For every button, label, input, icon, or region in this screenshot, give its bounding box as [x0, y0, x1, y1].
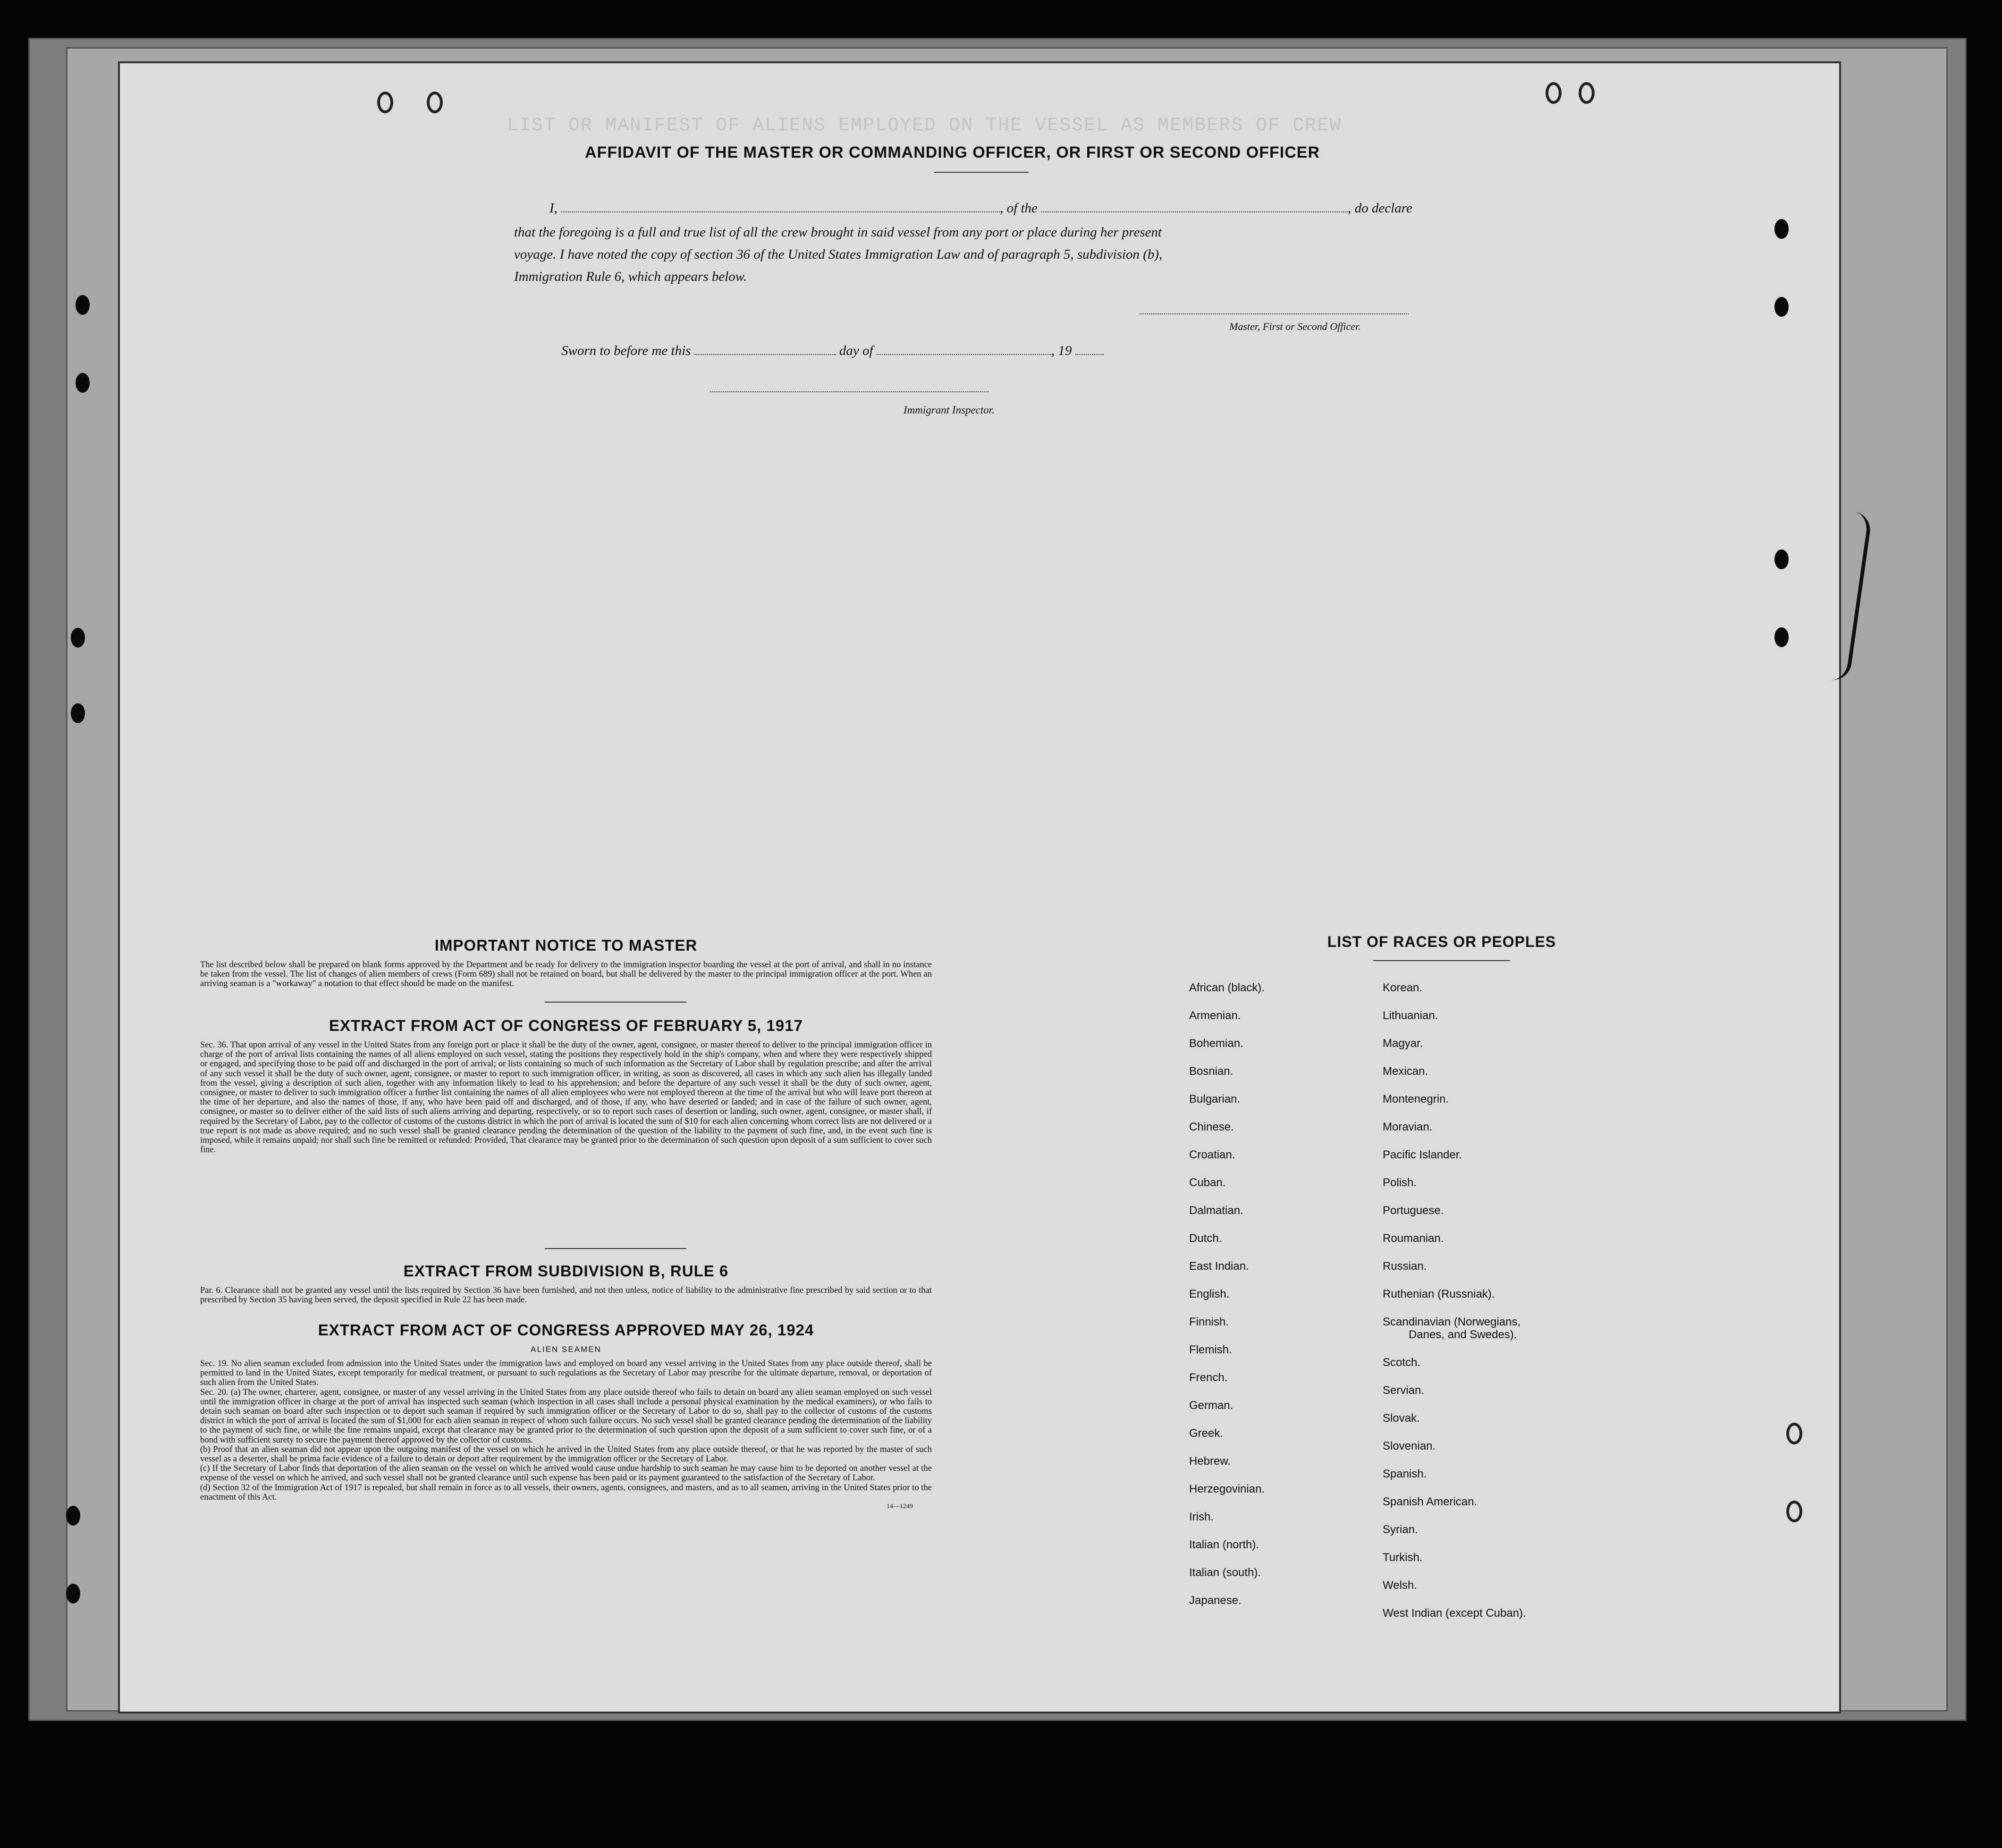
- sec20c-text: (c) If the Secretary of Labor finds that deportation of the alien seaman on the vessel on which he arrived would cause undue hardship to such seaman he may cause him to be deported on another vessel at the expense of the vessel on which he arrived, and such vessel shall not be granted clearance until such expense has been paid or its payment guaranteed to the satisfaction of the Secretary of Labor.: [200, 1464, 932, 1483]
- sworn-line: [561, 343, 1104, 359]
- binder-hole: [1774, 297, 1789, 317]
- binder-hole: [1546, 82, 1562, 104]
- race-item: Pacific Islander.: [1383, 1148, 1462, 1161]
- form-number: 14—1249: [887, 1503, 913, 1510]
- binder-hole: [1774, 549, 1789, 569]
- race-item: Greek.: [1189, 1427, 1224, 1440]
- sec19-text: Sec. 19. No alien seaman excluded from admission into the United States under the immigration laws and employed on board any vessel arriving in the United States from any place outside thereof, shall be permitted to land in the United States, except temporarily for medical treatment, or pursuant to such regulations as the Secretary of Labor may prescribe for the ultimate departure, removal, or deportation of such alien from the United States.: [200, 1359, 932, 1388]
- race-item: Irish.: [1189, 1510, 1214, 1523]
- binder-hole: [1579, 82, 1595, 104]
- sworn-month-field[interactable]: [877, 343, 1051, 355]
- race-item: Russian.: [1383, 1260, 1427, 1273]
- declaration-i: I,: [549, 201, 558, 216]
- race-item: Herzegovinian.: [1189, 1483, 1265, 1495]
- race-item: Bosnian.: [1189, 1065, 1233, 1078]
- races-title: LIST OF RACES OR PEOPLES: [1327, 933, 1556, 950]
- race-item: Scotch.: [1383, 1356, 1421, 1369]
- race-item: Dalmatian.: [1189, 1204, 1243, 1217]
- inspector-signature-line[interactable]: [710, 391, 988, 392]
- binder-hole: [1786, 1501, 1802, 1522]
- race-item: German.: [1189, 1399, 1233, 1412]
- declaration-declare: , do declare: [1348, 201, 1412, 216]
- binder-hole: [76, 373, 90, 393]
- sworn-year-prefix: , 19: [1051, 343, 1072, 358]
- race-item: Slovenian.: [1383, 1440, 1436, 1452]
- divider: [934, 172, 1029, 173]
- race-item: Moravian.: [1383, 1121, 1433, 1133]
- race-item: Welsh.: [1383, 1579, 1417, 1592]
- race-item: Mexican.: [1383, 1065, 1428, 1078]
- race-item: Spanish American.: [1383, 1495, 1478, 1508]
- sec20b-text: (b) Proof that an alien seaman did not appear upon the outgoing manifest of the vessel on which he arrived in the United States from any place outside thereof, or that he was reported by the master of such vessel as a deserter, shall be prima facie evidence of a failure to detain or deport after requirement by the immigration officer or the Secretary of Labor.: [200, 1444, 932, 1464]
- binder-hole: [71, 703, 85, 723]
- sworn-day-of: day of: [839, 343, 873, 358]
- race-item: Bohemian.: [1189, 1037, 1243, 1050]
- race-item: Italian (south).: [1189, 1566, 1261, 1579]
- binder-hole: [71, 628, 85, 648]
- race-item: Slovak.: [1383, 1412, 1420, 1425]
- race-item: Montenegrin.: [1383, 1093, 1449, 1105]
- divider: [545, 1248, 686, 1249]
- divider: [545, 1002, 686, 1003]
- race-item: Syrian.: [1383, 1523, 1418, 1536]
- race-item: Japanese.: [1189, 1594, 1242, 1607]
- show-through-text: LIST OR MANIFEST OF ALIENS EMPLOYED ON THE VESSEL AS MEMBERS OF CREW: [507, 115, 1342, 136]
- sworn-label: Sworn to before me this: [561, 343, 691, 358]
- declaration-line: [549, 200, 1412, 216]
- race-item: Dutch.: [1189, 1232, 1222, 1245]
- extract-1917-body: Sec. 36. That upon arrival of any vessel in the United States from any foreign port or place it shall be the duty of the owner, agent, consignee, or master thereof to deliver to the principal immigration officer in charge of the port of arrival lists containing the names of all aliens employed on such vessel, stating the positions they respectively hold in the ship's company, when and where they were respectively shipped or engaged, and specifying those to be paid off and discharged in the port of arrival; or lists containing so much of such information as the Secretary of Labor shall by regulation prescribe; and after the arrival of any such vessel it shall be the duty of such owner, agent, consignee, or master to report to such immigration officer, in writing, as soon as discovered, all cases in which any such alien has illegally landed from the vessel, giving a description of such alien, together with any information likely to lead to his apprehension; and before the departure of any such vessel it shall be the duty of such owner, agent, consignee, or master to deliver to such immigration officer a further list containing the names of all alien employees who were not employed thereon at the time of the arrival but who will leave port thereon at the time of her departure, and also the names of those, if any, who have been paid off and discharged, and of those, if any, who have deserted or landed; and in case of the failure of such owner, agent, consignee, or master so to deliver either of the said lists of such aliens arriving and departing, respectively, or so to report such cases of desertion or landing, such owner, agent, consignee, or master shall, if required by the Secretary of Labor, pay to the collector of customs of the customs district in which the port of arrival is located the sum of $10 for each alien concerning whom correct lists are not delivered or a true report is not made as above required; and no such vessel shall be granted clearance pending the determination of the question of the liability to the payment of such fine, and, in the event such fine is imposed, while it remains unpaid; nor shall such fine be remitted or refunded: Provided, That clearance may be granted prior to the determination of such question upon deposit of a sum sufficient to cover such fine.: [200, 1040, 932, 1155]
- race-item: Turkish.: [1383, 1551, 1423, 1564]
- race-item: Polish.: [1383, 1176, 1417, 1189]
- alien-seamen-subtitle: ALIEN SEAMEN: [531, 1345, 601, 1354]
- vessel-name-field[interactable]: [1041, 200, 1348, 212]
- race-item: Bulgarian.: [1189, 1093, 1241, 1105]
- race-item: Cuban.: [1189, 1176, 1226, 1189]
- binder-hole: [76, 295, 90, 315]
- binder-hole: [1774, 627, 1789, 647]
- race-item: Magyar.: [1383, 1037, 1423, 1050]
- binder-hole: [377, 92, 393, 113]
- extract-1924-body: [200, 1359, 932, 1511]
- race-item: Portuguese.: [1383, 1204, 1444, 1217]
- notice-body: The list described below shall be prepared on blank forms approved by the Department and be ready for delivery to the immigration inspector boarding the vessel at the port of arrival, and shall in no instance be taken from the vessel. The list of changes of alien members of crews (Form 689) shall not be retained on board, but shall be delivered by the master to the principal immigration officer at the port. When an arriving seaman is a "workaway" a notation to that effect should be made on the manifest.: [200, 960, 932, 989]
- race-item: Korean.: [1383, 981, 1423, 994]
- extract-1917-title: EXTRACT FROM ACT OF CONGRESS OF FEBRUARY 5, 1917: [329, 1017, 803, 1034]
- declaration-of: , of the: [1000, 201, 1038, 216]
- race-item: West Indian (except Cuban).: [1383, 1607, 1526, 1620]
- race-item: French.: [1189, 1371, 1228, 1384]
- race-item: Flemish.: [1189, 1343, 1232, 1356]
- extract-1924-title: EXTRACT FROM ACT OF CONGRESS APPROVED MAY 26, 1924: [318, 1321, 814, 1339]
- divider: [1373, 960, 1510, 961]
- sworn-day-field[interactable]: [694, 343, 836, 355]
- form-sheet: [118, 61, 1841, 1713]
- race-item: African (black).: [1189, 981, 1265, 994]
- affidavit-title: AFFIDAVIT OF THE MASTER OR COMMANDING OFFICER, OR FIRST OR SECOND OFFICER: [585, 143, 1320, 161]
- declaration-text: that the foregoing is a full and true list of all the crew brought in said vessel from any port or place during her present: [514, 225, 1162, 240]
- race-item: Armenian.: [1189, 1009, 1241, 1022]
- inspector-signature-label: Immigrant Inspector.: [904, 404, 995, 416]
- master-signature-label: Master, First or Second Officer.: [1229, 321, 1361, 332]
- declaration-text: voyage. I have noted the copy of section 36 of the United States Immigration Law and of paragraph 5, subdivision (b),: [514, 247, 1163, 262]
- race-item: Chinese.: [1189, 1121, 1234, 1133]
- race-item: Roumanian.: [1383, 1232, 1444, 1245]
- sec20a-text: Sec. 20. (a) The owner, charterer, agent, consignee, or master of any vessel arriving in the United States from any place outside thereof who fails to detain on board any alien seaman employed on such vessel until the immigration officer in charge at the port of arrival has inspected such seaman (which inspection in all cases shall include a personal physical examination by the medical examiners), or who fails to detain such seaman on board after such inspection or to deport such seaman if required by such immigration officer or the Secretary of Labor to do so, shall pay to the collector of customs of the customs district in which the port of arrival is located the sum of $1,000 for each alien seaman in respect of whom such failure occurs. No such vessel shall be granted clearance pending the determination of the liability to the payment of such fine, or while the fine remains unpaid, except that clearance may be granted prior to the determination of such question upon the deposit of a sum sufficient to cover such fine, or of a bond with sufficient surety to secure the payment thereof approved by the collector of customs.: [200, 1387, 932, 1445]
- race-item: Spanish.: [1383, 1468, 1427, 1480]
- race-item: English.: [1189, 1288, 1230, 1300]
- race-item: Servian.: [1383, 1384, 1425, 1397]
- declarant-name-field[interactable]: [561, 200, 1000, 212]
- binder-hole: [66, 1506, 80, 1526]
- binder-hole: [427, 92, 443, 113]
- extract-rule6-title: EXTRACT FROM SUBDIVISION B, RULE 6: [403, 1262, 729, 1280]
- race-item: Finnish.: [1189, 1316, 1229, 1328]
- declaration-text: Immigration Rule 6, which appears below.: [514, 269, 747, 284]
- sec20d-text: (d) Section 32 of the Immigration Act of 1917 is repealed, but shall remain in force as to all vessels, their owners, agents, consignees, and masters, and as to all seamen, arriving in the United States prior to the enactment of this Act.: [200, 1483, 932, 1502]
- binder-hole: [66, 1584, 80, 1603]
- race-item: Lithuanian.: [1383, 1009, 1438, 1022]
- race-item: Danes, and Swedes).: [1409, 1328, 1517, 1341]
- extract-rule6-body: Par. 6. Clearance shall not be granted any vessel until the lists required by Section 36 have been furnished, and not then unless, notice of liability to the administrative fine prescribed by said section or to that prescribed by Section 35 having been served, the deposit specified in Rule 22 has been made.: [200, 1286, 932, 1305]
- binder-hole: [1774, 219, 1789, 239]
- race-item: Italian (north).: [1189, 1538, 1259, 1551]
- race-item: Ruthenian (Russniak).: [1383, 1288, 1495, 1300]
- race-item: Scandinavian (Norwegians,: [1383, 1316, 1521, 1328]
- race-item: East Indian.: [1189, 1260, 1249, 1273]
- master-signature-line[interactable]: [1140, 313, 1409, 314]
- notice-title: IMPORTANT NOTICE TO MASTER: [434, 937, 698, 954]
- race-item: Croatian.: [1189, 1148, 1235, 1161]
- sworn-year-field[interactable]: [1075, 343, 1104, 355]
- race-item: Hebrew.: [1189, 1455, 1231, 1468]
- binder-hole: [1786, 1423, 1802, 1444]
